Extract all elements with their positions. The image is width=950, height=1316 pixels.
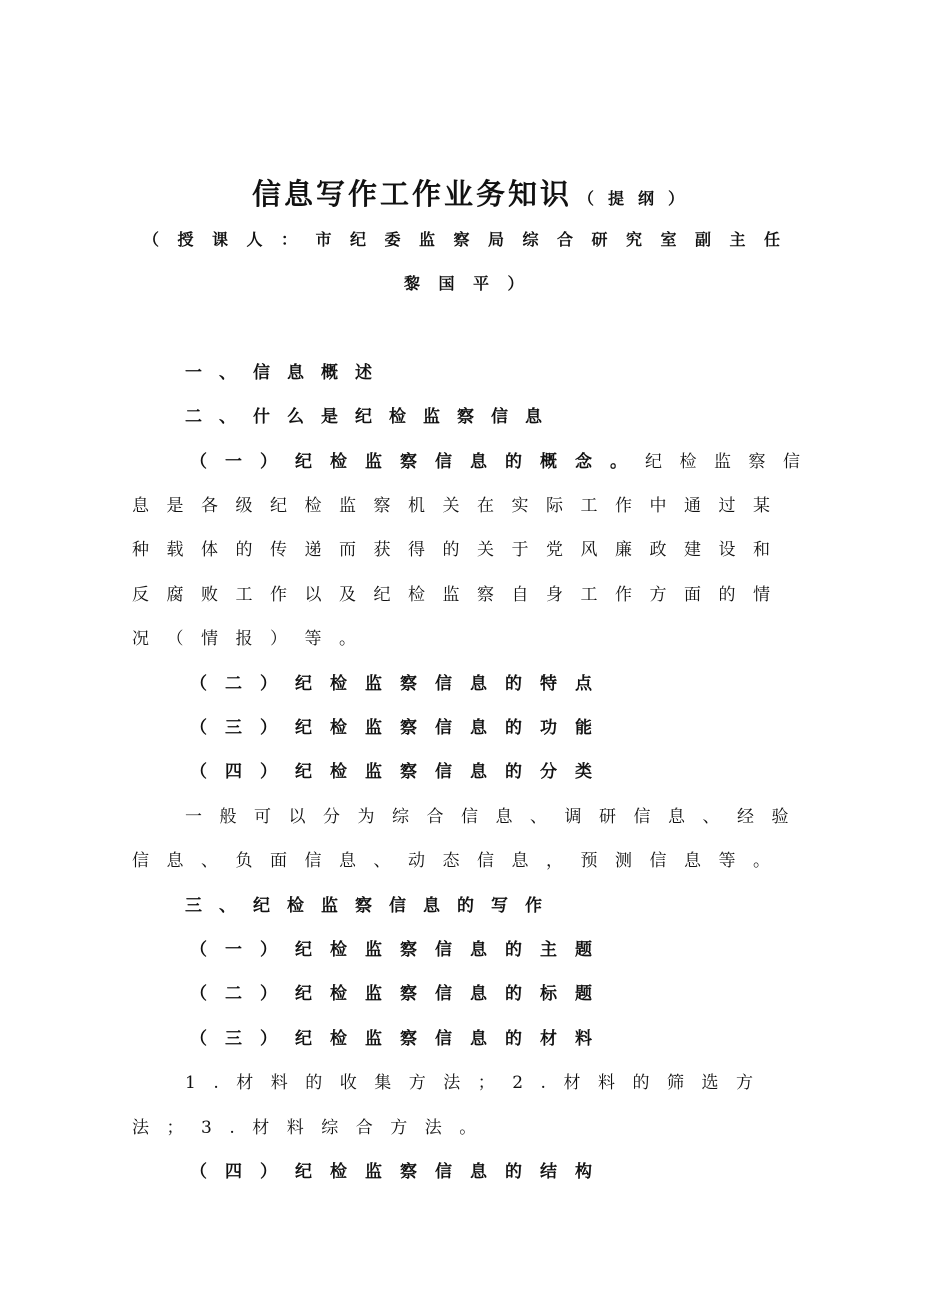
section-2-4-text-line: 信息、负面信息、动态信息，预测信息等。 bbox=[132, 851, 788, 871]
section-3-heading: 三、纪检监察信息的写作 bbox=[185, 896, 559, 916]
section-3-3-heading: （三）纪检监察信息的材料 bbox=[190, 1029, 610, 1049]
section-3-1-heading: （一）纪检监察信息的主题 bbox=[190, 940, 610, 960]
section-2-1-paragraph-start bbox=[190, 451, 818, 473]
section-2-1-text-line: 况（情报）等。 bbox=[132, 629, 374, 649]
title-outline-label: （提纲） bbox=[578, 189, 699, 208]
section-2-1-text-line: 息是各级纪检监察机关在实际工作中通过某 bbox=[132, 496, 788, 516]
section-2-2-heading: （二）纪检监察信息的特点 bbox=[190, 674, 610, 694]
lecturer-line-2: 黎国平） bbox=[404, 274, 543, 293]
section-3-2-heading: （二）纪检监察信息的标题 bbox=[190, 984, 610, 1004]
section-2-4-text-line: 一般可以分为综合信息、调研信息、经验 bbox=[185, 807, 806, 827]
title-main: 信息写作工作业务知识 bbox=[251, 177, 572, 211]
section-2-4-heading: （四）纪检监察信息的分类 bbox=[190, 762, 610, 782]
section-2-1-text-start: 纪检监察信 bbox=[645, 452, 818, 472]
section-1-heading: 一、信息概述 bbox=[185, 363, 389, 383]
section-2-1-text-line: 反腐败工作以及纪检监察自身工作方面的情 bbox=[132, 585, 788, 605]
section-2-1-text-line: 种载体的传递而获得的关于党风廉政建设和 bbox=[132, 540, 788, 560]
document-title bbox=[0, 172, 950, 213]
section-2-1-heading: （一）纪检监察信息的概念。 bbox=[190, 452, 645, 472]
section-3-4-heading: （四）纪检监察信息的结构 bbox=[190, 1162, 610, 1182]
section-3-3-text-line: 1.材料的收集方法；2.材料的筛选方 bbox=[185, 1073, 771, 1093]
section-2-3-heading: （三）纪检监察信息的功能 bbox=[190, 718, 610, 738]
section-3-3-text-line: 法；3.材料综合方法。 bbox=[132, 1118, 494, 1138]
lecturer-line-1: （授课人：市纪委监察局综合研究室副主任 bbox=[143, 230, 799, 249]
section-2-heading: 二、什么是纪检监察信息 bbox=[185, 407, 559, 427]
